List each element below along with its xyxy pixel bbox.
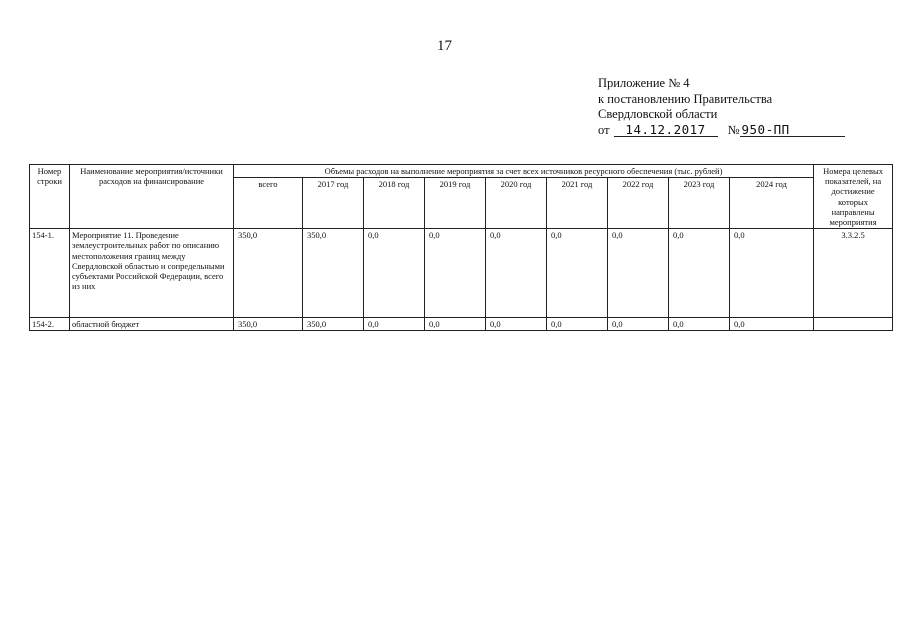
header-indicators: Номера целевых показателей, на достижение которых направлены мероприятия [814,165,893,229]
header-event-name: Наименование мероприятия/источники расходов на финансирование [70,165,234,229]
value-2018: 0,0 [364,318,425,331]
appendix-date-line [598,123,845,139]
appendix-title: Приложение № 4 [598,76,690,90]
header-total: всего [234,178,303,229]
number-label: № [727,122,740,137]
value-2019: 0,0 [425,318,486,331]
value-2020: 0,0 [486,318,547,331]
row-event-name: областной бюджет [70,318,234,331]
row-indicators [814,318,893,331]
number-value: 950-ПП [740,123,845,137]
appendix-block [598,76,845,138]
header-year-2021: 2021 год [547,178,608,229]
date-value: 14.12.2017 [614,123,718,137]
header-year-2023: 2023 год [669,178,730,229]
appendix-decree-line: к постановлению Правительства [598,91,773,106]
value-2017: 350,0 [303,229,364,318]
value-2023: 0,0 [669,229,730,318]
header-year-2024: 2024 год [730,178,814,229]
table-row [30,318,893,331]
value-2021: 0,0 [547,229,608,318]
table-row [30,229,893,318]
value-2017: 350,0 [303,318,364,331]
value-2019: 0,0 [425,229,486,318]
value-2021: 0,0 [547,318,608,331]
value-total: 350,0 [234,318,303,331]
value-2024: 0,0 [730,229,814,318]
page-number: 17 [437,38,452,54]
expenses-table [29,164,893,331]
header-year-2018: 2018 год [364,178,425,229]
header-expenses: Объемы расходов на выполнение мероприятия за счет всех источников ресурсного обеспечения (тыс. рублей) [234,165,814,178]
value-2023: 0,0 [669,318,730,331]
header-row-number: Номер строки [30,165,70,229]
header-year-2020: 2020 год [486,178,547,229]
row-number: 154-1. [30,229,70,318]
row-number: 154-2. [30,318,70,331]
value-2022: 0,0 [608,229,669,318]
value-2022: 0,0 [608,318,669,331]
row-indicators: 3.3.2.5 [814,229,893,318]
value-2018: 0,0 [364,229,425,318]
value-2020: 0,0 [486,229,547,318]
row-event-name: Мероприятие 11. Проведение землеустроительных работ по описанию местоположения границ между Свердловской областью и сопредельными субъектами Российской Федерации, всего из них [70,229,234,318]
value-total: 350,0 [234,229,303,318]
date-label: от [598,122,610,137]
header-row-1 [30,165,893,178]
header-year-2022: 2022 год [608,178,669,229]
header-year-2017: 2017 год [303,178,364,229]
appendix-region-line: Свердловской области [598,107,718,121]
value-2024: 0,0 [730,318,814,331]
header-year-2019: 2019 год [425,178,486,229]
